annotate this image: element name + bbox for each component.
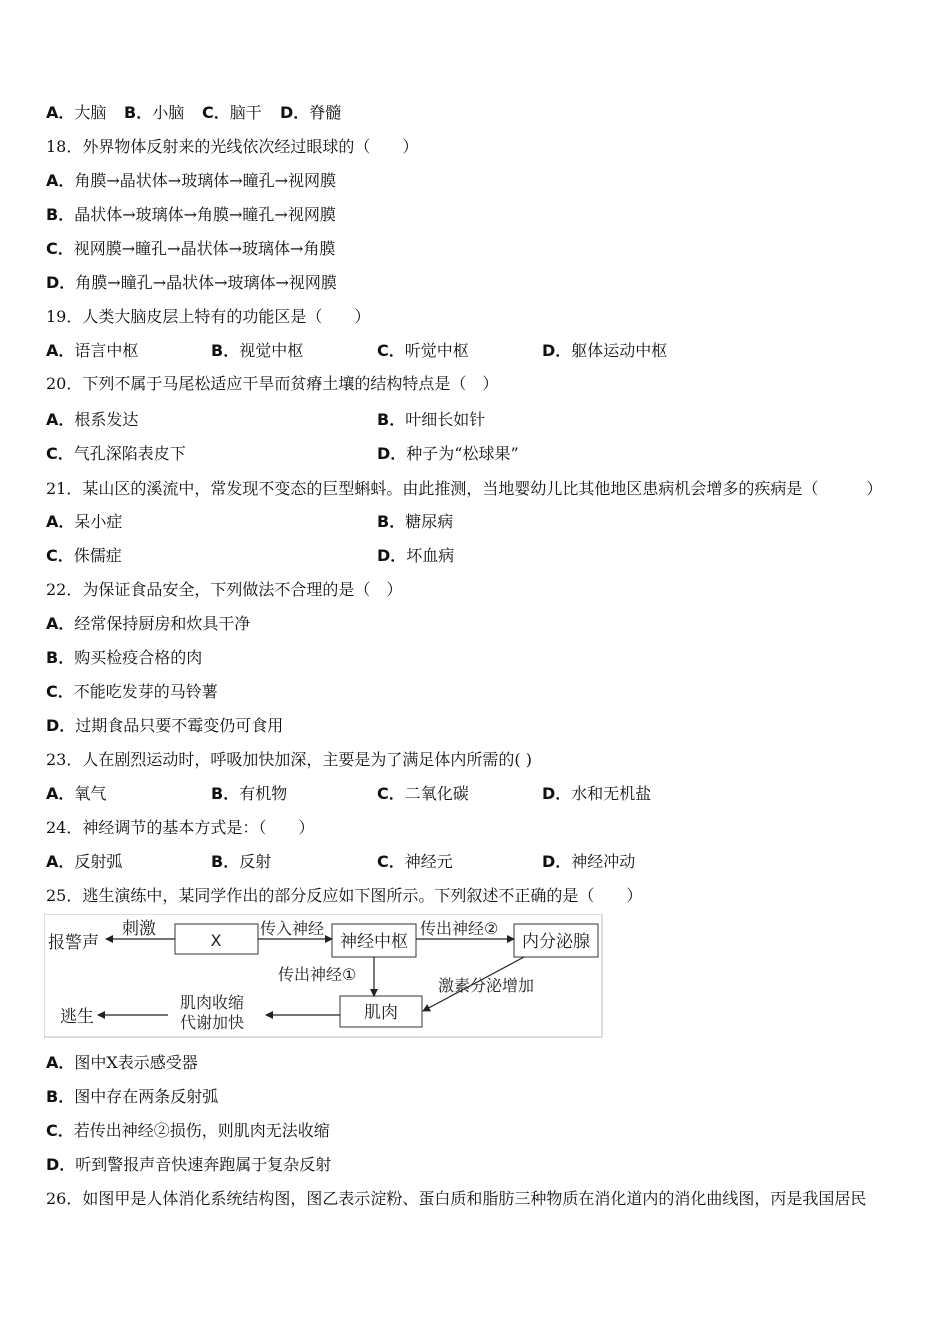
answer-option [202,103,262,123]
answer-option [377,444,519,464]
option-label: B． [211,341,240,360]
answer-option [542,852,635,872]
question-stem: 25．逃生演练中，某同学作出的部分反应如下图所示。下列叙述不正确的是（ ） [46,886,643,905]
gland-label: 内分泌腺 [522,932,590,952]
option-label: D． [46,1155,76,1174]
answer-option [377,341,469,361]
answer-option [46,205,336,225]
option-text: 氧气 [74,784,107,803]
answer-option [280,103,341,123]
option-label: C． [377,852,405,871]
answer-option [46,444,186,464]
answer-option [211,341,303,361]
option-text: 种子为“松球果” [406,444,519,463]
answer-option [46,273,337,293]
option-text: 脊髓 [309,103,342,122]
option-label: D． [377,444,407,463]
answer-option [46,410,138,430]
option-text: 气孔深陷表皮下 [73,444,186,463]
answer-option [211,852,271,872]
question-stem: 22．为保证食品安全，下列做法不合理的是（ ） [46,580,403,599]
option-text: 购买检疫合格的肉 [74,648,203,667]
answer-option [46,784,106,804]
option-text: 图中存在两条反射弧 [74,1087,219,1106]
efferent1-label: 传出神经① [278,965,357,984]
option-label: A． [46,512,75,531]
option-text: 小脑 [152,103,185,122]
muscle-label: 肌肉 [364,1003,398,1023]
option-label: A． [46,410,75,429]
answer-option [46,614,250,634]
effect-line2: 代谢加快 [180,1013,245,1032]
stimulus-label: 报警声 [48,933,99,953]
option-text: 大脑 [74,103,107,122]
option-text: 角膜→瞳孔→晶状体→玻璃体→视网膜 [75,273,337,292]
answer-option [46,103,106,123]
answer-option [542,341,667,361]
option-label: D． [46,273,76,292]
option-label: B． [46,1087,75,1106]
option-text: 若传出神经②损伤，则肌肉无法收缩 [73,1121,330,1140]
option-text: 图中X表示感受器 [74,1053,198,1072]
answer-option [46,852,122,872]
option-label: B． [211,852,240,871]
option-text: 坏血病 [406,546,455,565]
option-label: B． [377,410,406,429]
hormone-label: 激素分泌增加 [438,976,535,995]
answer-option [46,239,335,259]
option-label: C． [377,341,405,360]
option-label: D． [46,716,76,735]
answer-option [542,784,651,804]
stimulus-arrow-label: 刺激 [122,919,156,939]
option-label: A． [46,341,75,360]
question-stem: 18．外界物体反射来的光线依次经过眼球的（ ） [46,137,419,156]
question-stem: 26．如图甲是人体消化系统结构图，图乙表示淀粉、蛋白质和脂肪三种物质在消化道内的消化曲线图，丙是我国居民 [46,1189,867,1208]
option-text: 听到警报声音快速奔跑属于复杂反射 [75,1155,332,1174]
question-stem: 20．下列不属于马尾松适应干旱而贫瘠土壤的结构特点是（ ） [46,374,499,393]
option-text: 叶细长如针 [405,410,486,429]
option-text: 有机物 [239,784,288,803]
option-text: 脑干 [229,103,262,122]
option-text: 视网膜→瞳孔→晶状体→玻璃体→角膜 [73,239,336,258]
option-label: A． [46,614,75,633]
option-label: C． [377,784,405,803]
answer-option [377,852,453,872]
option-text: 侏儒症 [73,546,122,565]
option-text: 听觉中枢 [404,341,469,360]
result-label: 逃生 [60,1007,94,1027]
option-label: C． [46,444,74,463]
option-text: 过期食品只要不霉变仍可食用 [75,716,284,735]
option-label: B． [46,205,75,224]
answer-option [211,784,287,804]
option-label: D． [542,852,572,871]
question-stem: 23．人在剧烈运动时，呼吸加快加深，主要是为了满足体内所需的( ) [46,750,532,769]
option-text: 反射弧 [74,852,123,871]
answer-option [46,512,122,532]
question-stem: 21．某山区的溪流中，常发现不变态的巨型蝌蚪。由此推测，当地婴幼儿比其他地区患病机会增多的疾病是（ ） [46,479,883,498]
afferent-label: 传入神经 [260,919,325,938]
answer-option [377,784,469,804]
option-text: 呆小症 [74,512,123,531]
question-stem: 19．人类大脑皮层上特有的功能区是（ ） [46,307,371,326]
question-stem: 24．神经调节的基本方式是：（ ） [46,818,315,837]
option-label: A． [46,103,75,122]
option-text: 神经元 [404,852,453,871]
option-label: D． [377,546,407,565]
option-text: 二氧化碳 [404,784,469,803]
answer-option [46,171,336,191]
option-label: B． [124,103,153,122]
answer-option [377,512,453,532]
x-box-label: X [210,931,222,950]
option-text: 不能吃发芽的马铃薯 [73,682,218,701]
option-label: C． [46,1121,74,1140]
answer-option [377,410,485,430]
effect-line1: 肌肉收缩 [180,993,245,1012]
option-label: B． [46,648,75,667]
answer-option [46,1087,218,1107]
option-label: B． [211,784,240,803]
option-label: B． [377,512,406,531]
option-text: 反射 [239,852,272,871]
answer-option [46,682,218,702]
option-label: A． [46,171,75,190]
answer-option [46,648,202,668]
efferent2-label: 传出神经② [420,919,499,938]
answer-option [124,103,184,123]
answer-option [46,1155,331,1175]
nerve-center-label: 神经中枢 [340,932,408,952]
option-text: 糖尿病 [405,512,454,531]
option-label: A． [46,1053,75,1072]
reflex-diagram [44,914,604,1038]
option-text: 晶状体→玻璃体→角膜→瞳孔→视网膜 [74,205,336,224]
option-text: 经常保持厨房和炊具干净 [74,614,251,633]
option-label: C． [46,239,74,258]
option-label: D． [542,784,572,803]
option-label: D． [280,103,310,122]
option-text: 角膜→晶状体→玻璃体→瞳孔→视网膜 [74,171,337,190]
answer-option [46,1121,330,1141]
option-label: D． [542,341,572,360]
option-label: C． [46,682,74,701]
answer-option [46,546,122,566]
option-text: 视觉中枢 [239,341,304,360]
option-text: 语言中枢 [74,341,139,360]
option-label: A． [46,784,75,803]
answer-option [46,1053,198,1073]
option-label: A． [46,852,75,871]
option-text: 躯体运动中枢 [571,341,668,360]
option-text: 神经冲动 [571,852,636,871]
answer-option [377,546,454,566]
option-text: 根系发达 [74,410,139,429]
answer-option [46,341,138,361]
answer-option [46,716,283,736]
option-label: C． [202,103,230,122]
option-label: C． [46,546,74,565]
option-text: 水和无机盐 [571,784,652,803]
